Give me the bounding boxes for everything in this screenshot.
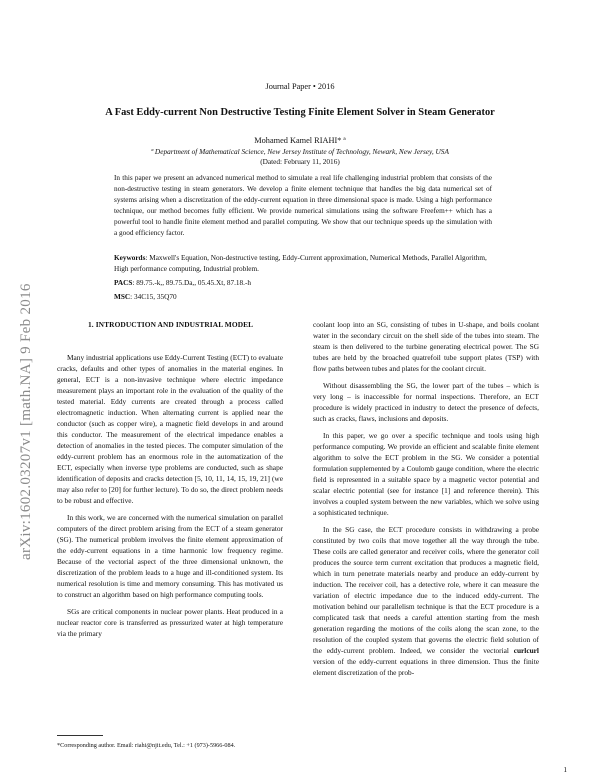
paragraph: In this work, we are concerned with the numerical simulation on parallel computers of the direct problem arising from the ECT of a steam generator (SG). The numerical problem involves the finite element approximation of the eddy-current equations in a time harmonic low frequency regime. Because of the vectorial aspect of the three dimensional unknown, the discretization of the problem leads to a huge and ill-conditioned system. Its numerical resolution is time and memory consuming. This has motivated us to construct an algorithm based on high performance computing tools. xyxy=(57,513,283,599)
msc-text: : 34C15, 35Q70 xyxy=(130,293,177,301)
right-column xyxy=(313,319,539,678)
left-column xyxy=(57,352,283,639)
paper-date: (Dated: February 11, 2016) xyxy=(260,157,340,166)
paragraph: SGs are critical components in nuclear power plants. Heat produced in a nuclear reactor core is transferred as pressurized water at high temperature via the primary xyxy=(57,607,283,638)
page-number: 1 xyxy=(563,765,567,774)
paragraph: Without disassembling the SG, the lower part of the tubes – which is very long – is inaccessible for normal inspections. Therefore, an ECT procedure is widely practiced in industry to detect the presence of defects, such as cracks, flaws, inclusions and deposits. xyxy=(313,381,539,423)
paragraph xyxy=(313,524,539,678)
msc-codes xyxy=(114,293,177,301)
keywords-label: Keywords xyxy=(114,254,146,262)
section-heading: 1. INTRODUCTION AND INDUSTRIAL MODEL xyxy=(88,320,254,329)
paper-title: A Fast Eddy-current Non Destructive Testing Finite Element Solver in Steam Generator xyxy=(105,107,495,118)
pacs-text: : 89.75.-k,, 89.75.Da,, 05.45.Xt, 87.18.-h xyxy=(132,279,252,287)
paragraph: Many industrial applications use Eddy-Current Testing (ECT) to evaluate cracks, defaults and other types of anomalies in the material engines. In general, ECT is a non-invasive technique where electric impedance measurement plays an important role in the evaluation of the quality of the tested material. Eddy currents are created through a process called electromagnetic induction. When alternating current is applied near the conductor (such as copper wire), a magnetic field develops in and around this conductor. The measurement of the electrical impedance enables a detection of anomalies in the tested pieces. The computer simulation of the eddy-current problem has an enormous role in the automatization of the ECT, especially when inverse type problems are conducted, such as shape identification of deposits and cracks detection [5, 10, 11, 14, 15, 19, 21] (we may also refer to [20] for further lecture). To do so, the direct problem needs to be robust and effective. xyxy=(57,353,283,505)
journal-header: Journal Paper • 2016 xyxy=(265,82,335,91)
paragraph-text: version of the eddy-current equations in three dimension. Thus the finite element discretization of the prob- xyxy=(313,657,539,677)
abstract: In this paper we present an advanced numerical method to simulate a real life challenging industrial problem that consists of the non-destructive testing in steam generators. We develop a finite element technique that handles the big data numerical set of systems arising when a discretization of the eddy-current equation in three dimensional space is made. Using a high performance technique, our method becomes fully efficient. We provide numerical simulations using the software Freefem++ which has a powerful tool to handle finite element method and parallel computing. We show that our technique speeds up the simulation with a good efficiency factor. xyxy=(114,174,492,237)
paragraph-text: In the SG case, the ECT procedure consists in withdrawing a probe constituted by two coils that move together all the way through the tube. These coils are called generator and receiver coils, where the generator coil produces the source term current excitation that produces a magnetic field, which in turn penetrate materials nearby and produce an eddy-current by induction. The receiver coil, has a detective role, where it can measure the variation of electric impedance due to the induced eddy-current. The motivation behind our parallelism technique is that the ECT procedure is a complicated task that needs a careful attention starting from the mesh generation regarding the motions of the coils along the scan zone, to the resolution of the coupled system that governs the electric field solution of the eddy-current problem. Indeed, we consider the vectorial xyxy=(313,525,539,655)
keywords xyxy=(114,253,492,275)
pacs-codes xyxy=(114,279,251,287)
curlcurl-term: curlcurl xyxy=(513,646,539,655)
footnote-rule xyxy=(57,735,103,736)
arxiv-stamp: arXiv:1602.03207v1 [math.NA] 9 Feb 2016 xyxy=(18,283,34,560)
author-name: Mohamed Kamel RIAHI* ª xyxy=(254,136,346,145)
msc-label: MSC xyxy=(114,293,131,301)
author-affiliation: ª Department of Mathematical Science, New Jersey Institute of Technology, Newark, New Jersey, USA xyxy=(151,147,449,156)
pacs-label: PACS xyxy=(114,279,133,287)
footnote: *Corresponding author. Email: riahi@njit.edu, Tel.: +1 (973)-5966-084. xyxy=(57,742,236,749)
keywords-text: : Maxwell's Equation, Non-destructive testing, Eddy-Current approximation, Numerical Methods, Parallel Algorithm, High performance computing, Industrial problem. xyxy=(114,254,487,273)
paragraph: coolant loop into an SG, consisting of tubes in U-shape, and boils coolant water in the secondary circuit on the shell side of the tubes into steam. The steam is then delivered to the turbine generating electrical power. The SG tubes are held by the broached quatrefoil tube support plates (TSP) with flow paths between tubes and plates for the coolant circuit. xyxy=(313,320,539,373)
paragraph: In this paper, we go over a specific technique and tools using high performance computing. We provide an efficient and scalable finite element algorithm to solve the ECT problem in the SG. We consider a potential formulation supplemented by a Coulomb gauge condition, where the electric field is represented in a suitable space by a magnetic vector potential and scalar electric potential (see for instance [1] and reference therein). This involves a coupled system between the new variables, which we solve using a sophisticated technique. xyxy=(313,431,539,517)
